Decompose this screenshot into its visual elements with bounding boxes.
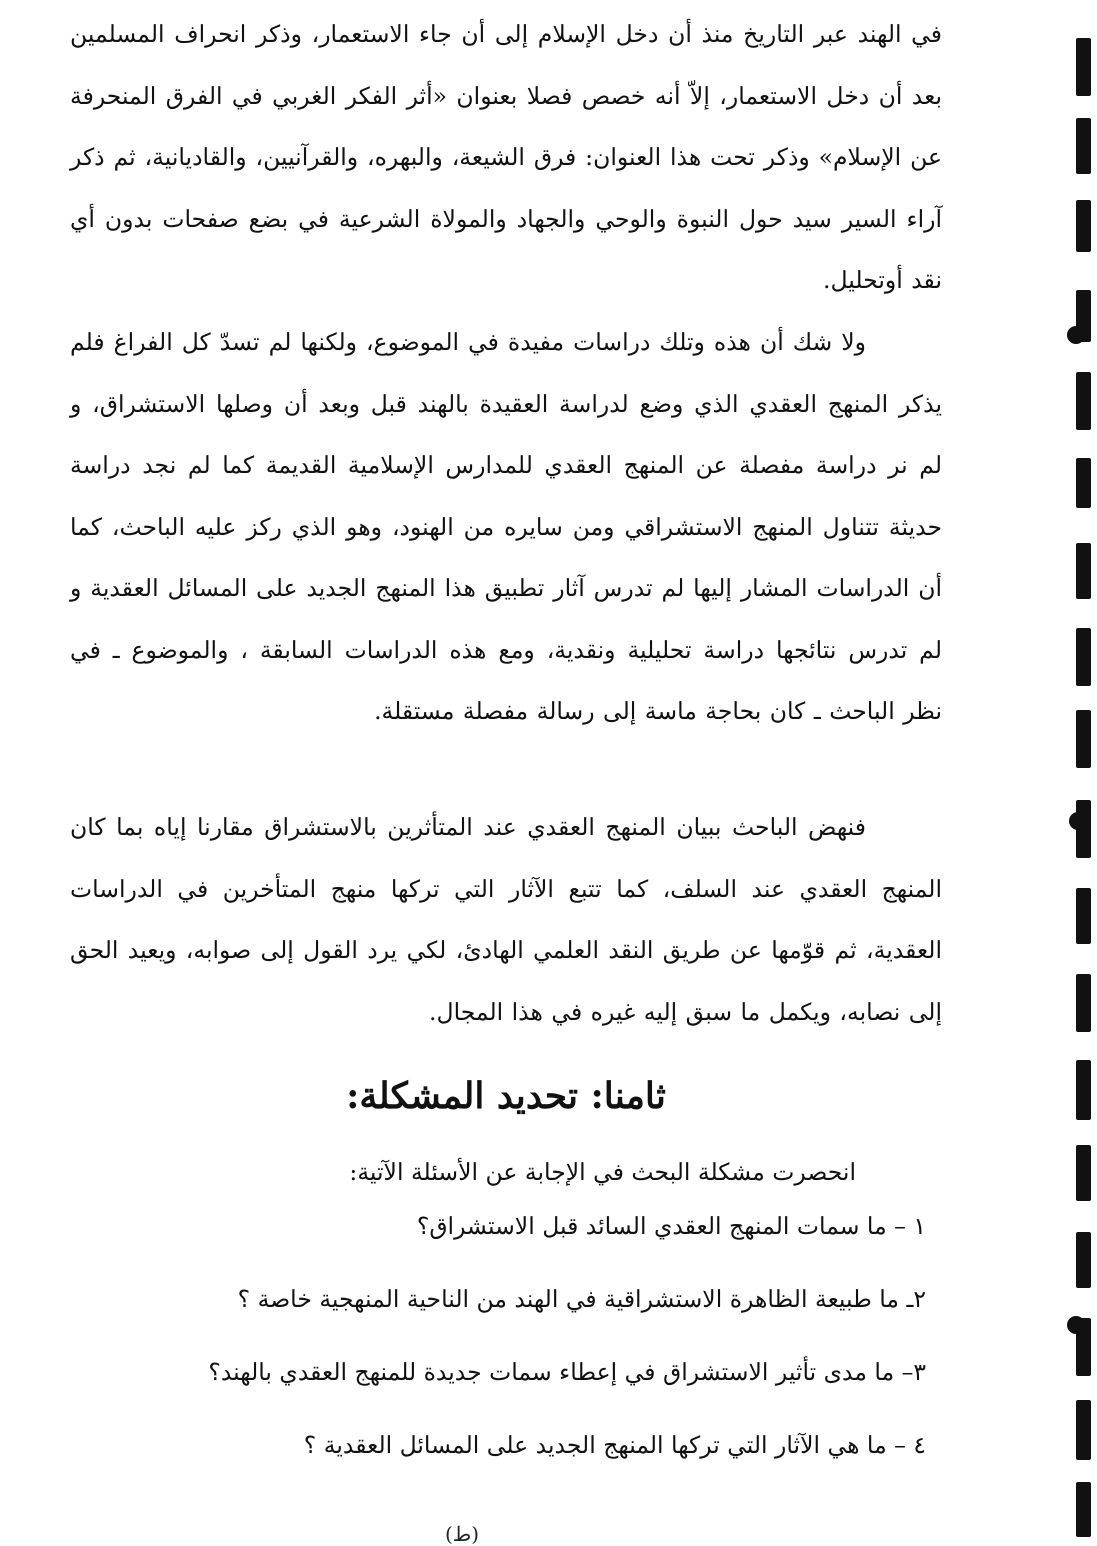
binding-bar <box>1076 1400 1091 1460</box>
question-item: ٣– ما مدى تأثير الاستشراق في إعطاء سمات جديدة للمنهج العقدي بالهند؟ <box>208 1358 926 1386</box>
questions-intro: انحصرت مشكلة البحث في الإجابة عن الأسئلة الآتية: <box>349 1158 856 1186</box>
paragraph-3: فنهض الباحث ببيان المنهج العقدي عند المتأثرين بالاستشراق مقارنا إياه بما كان المنهج العقدي عند السلف، كما تتبع الآثار التي تركها منهج المتأخرين في الدراسات العقدية، ثم قوّمها عن طريق النقد العلمي الهادئ، لكي يرد القول إلى صوابه، ويعيد الحق إلى نصابه، ويكمل ما سبق إليه غيره في هذا المجال. <box>70 813 942 1026</box>
binding-bar <box>1076 38 1091 96</box>
binding-hole <box>1069 812 1087 830</box>
binding-bar <box>1076 543 1091 599</box>
section-heading: ثامنا: تحديد المشكلة: <box>346 1075 666 1117</box>
binding-bar <box>1076 1232 1091 1288</box>
binding-bar <box>1076 974 1091 1032</box>
document-page <box>70 0 942 1537</box>
binding-bar <box>1076 118 1091 174</box>
question-item: ١ – ما سمات المنهج العقدي السائد قبل الاستشراق؟ <box>416 1212 926 1240</box>
binding-bar <box>1076 458 1091 508</box>
paragraph-2: ولا شك أن هذه وتلك دراسات مفيدة في الموضوع، ولكنها لم تسدّ كل الفراغ فلم يذكر المنهج العقدي الذي وضع لدراسة العقيدة بالهند قبل وبعد أن وصلها الاستشراق، و لم نر دراسة مفصلة عن المنهج العقدي للمدارس الإسلامية القديمة كما لم نجد دراسة حديثة تتناول المنهج الاستشراقي ومن سايره من الهنود، وهو الذي ركز عليه الباحث، كما أن الدراسات المشار إليها لم تدرس آثار تطبيق هذا المنهج الجديد على المسائل العقدية و لم تدرس نتائجها دراسة تحليلية ونقدية، ومع هذه الدراسات السابقة ، والموضوع ـ في نظر الباحث ـ كان بحاجة ماسة إلى رسالة مفصلة مستقلة. <box>70 328 942 725</box>
binding-bar <box>1076 710 1091 768</box>
binding-bar <box>1076 1145 1091 1201</box>
binding-bar <box>1076 372 1091 430</box>
binding-bar <box>1076 1060 1091 1120</box>
binding-hole <box>1067 1316 1085 1334</box>
binding-bar <box>1076 1482 1091 1537</box>
paragraph-1: في الهند عبر التاريخ منذ أن دخل الإسلام إلى أن جاء الاستعمار، وذكر انحراف المسلمين بعد أن دخل الاستعمار، إلاّ أنه خصص فصلا بعنوان «أثر الفكر الغربي في الفرق المنحرفة عن الإسلام» وذكر تحت هذا العنوان: فرق الشيعة، والبهره، والقرآنيين، والقاديانية، ثم ذكر آراء السير سيد حول النبوة والوحي والجهاد والمولاة الشرعية في بضع صفحات بدون أي نقد أوتحليل. <box>70 20 942 294</box>
binding-marks <box>1067 0 1097 1537</box>
binding-bar <box>1076 628 1091 686</box>
binding-hole <box>1067 326 1085 344</box>
question-item: ٢ـ ما طبيعة الظاهرة الاستشراقية في الهند من الناحية المنهجية خاصة ؟ <box>237 1285 926 1313</box>
questions-list <box>208 1206 926 1498</box>
page-number: (ط) <box>445 1522 480 1546</box>
binding-bar <box>1076 888 1091 944</box>
question-item: ٤ – ما هي الآثار التي تركها المنهج الجديد على المسائل العقدية ؟ <box>303 1431 926 1459</box>
binding-bar <box>1076 200 1091 252</box>
